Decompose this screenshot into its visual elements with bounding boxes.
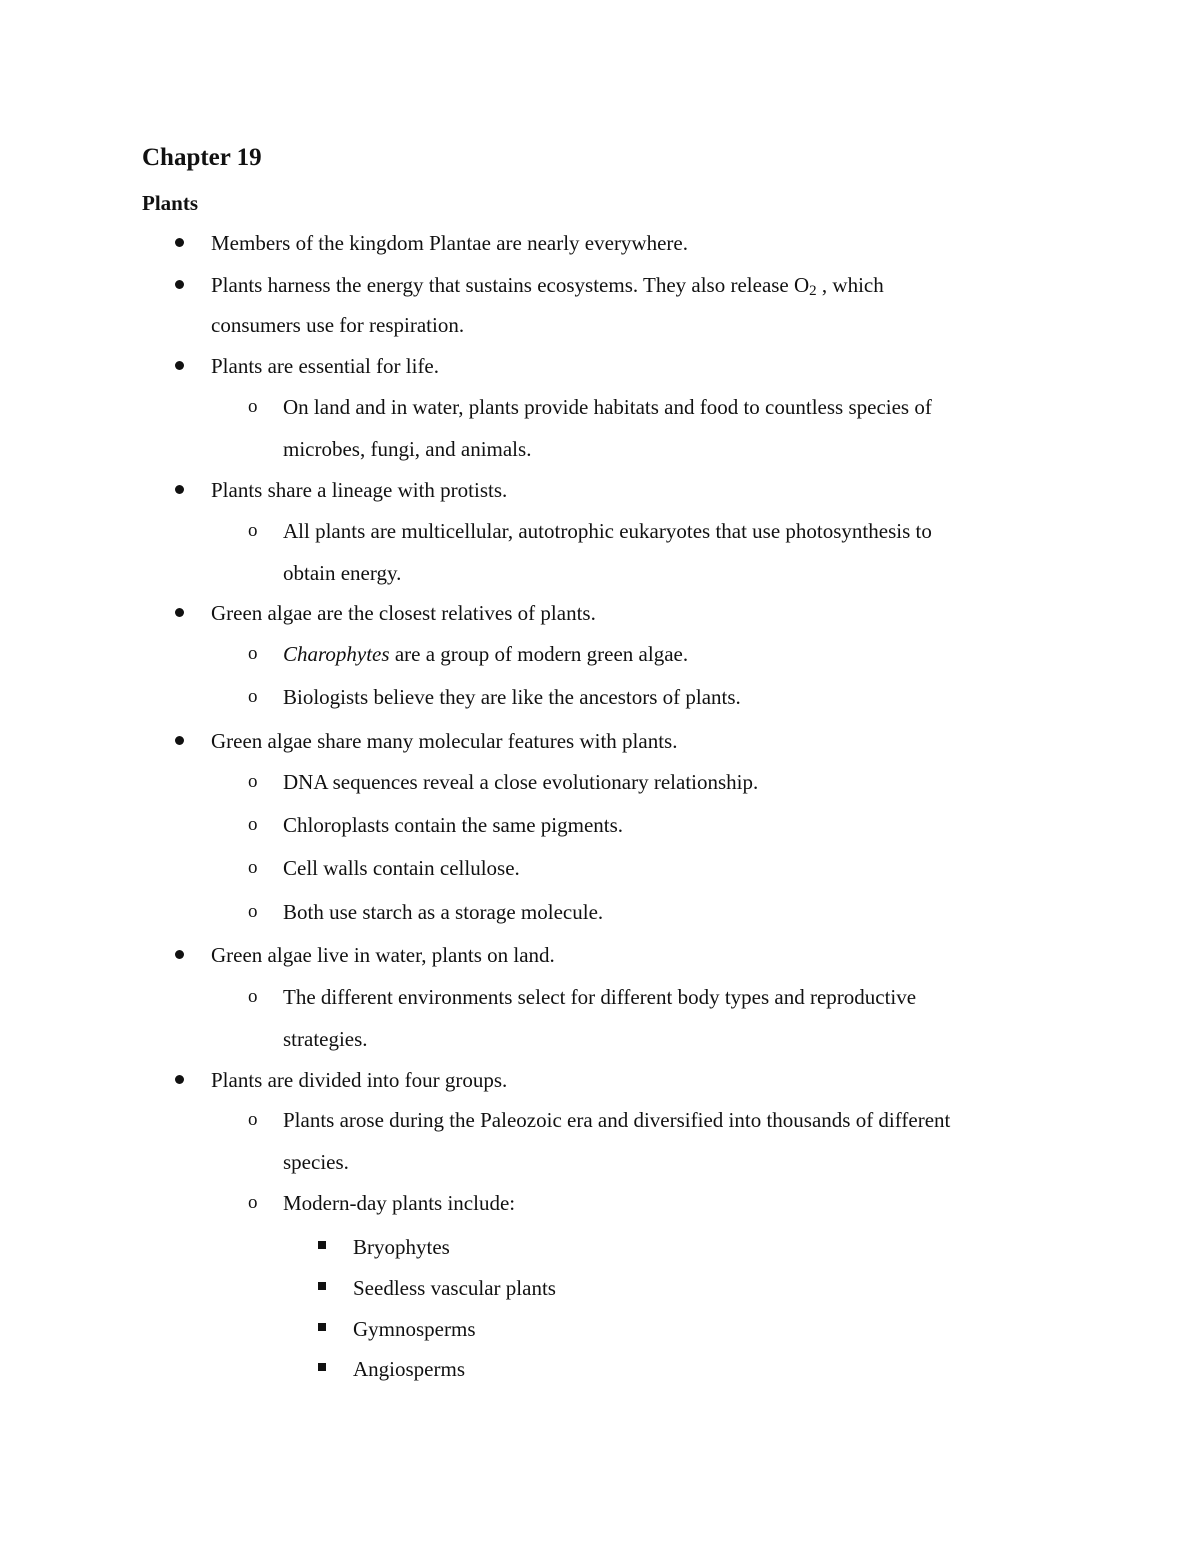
bullet-icon bbox=[175, 238, 184, 247]
circle-bullet-icon: o bbox=[248, 686, 258, 707]
list-item: Green algae are the closest relatives of plants. bbox=[211, 601, 596, 625]
list-item: Green algae live in water, plants on land. bbox=[211, 943, 555, 967]
sub-list-item-continuation: obtain energy. bbox=[283, 561, 402, 585]
sub-list-item: Plants arose during the Paleozoic era and diversified into thousands of different bbox=[283, 1108, 951, 1132]
circle-bullet-icon: o bbox=[248, 901, 258, 922]
bullet-icon bbox=[175, 361, 184, 370]
circle-bullet-icon: o bbox=[248, 814, 258, 835]
circle-bullet-icon: o bbox=[248, 771, 258, 792]
list-item bbox=[211, 270, 884, 306]
sub-sub-list-item: Bryophytes bbox=[353, 1235, 450, 1259]
bullet-icon bbox=[175, 950, 184, 959]
sub-list-item-continuation: strategies. bbox=[283, 1027, 368, 1051]
circle-bullet-icon: o bbox=[248, 986, 258, 1007]
sub-list-item: Modern-day plants include: bbox=[283, 1191, 516, 1215]
chapter-title: Chapter 19 bbox=[142, 144, 262, 171]
bullet-icon bbox=[175, 280, 184, 289]
sub-list-item-text: are a group of modern green algae. bbox=[389, 642, 689, 666]
list-item: Members of the kingdom Plantae are nearly everywhere. bbox=[211, 231, 688, 255]
bullet-icon bbox=[175, 1075, 184, 1084]
list-item: Plants are divided into four groups. bbox=[211, 1068, 508, 1092]
sub-list-item: Both use starch as a storage molecule. bbox=[283, 900, 604, 924]
circle-bullet-icon: o bbox=[248, 1192, 258, 1213]
sub-list-item: On land and in water, plants provide habitats and food to countless species of bbox=[283, 395, 932, 419]
sub-list-item: Cell walls contain cellulose. bbox=[283, 856, 520, 880]
subscript-text: 2 bbox=[809, 283, 817, 299]
circle-bullet-icon: o bbox=[248, 857, 258, 878]
square-bullet-icon bbox=[318, 1282, 326, 1290]
bullet-icon bbox=[175, 485, 184, 494]
sub-list-item-continuation: microbes, fungi, and animals. bbox=[283, 437, 532, 461]
sub-list-item: Chloroplasts contain the same pigments. bbox=[283, 813, 624, 837]
sub-list-item: DNA sequences reveal a close evolutionary relationship. bbox=[283, 770, 759, 794]
circle-bullet-icon: o bbox=[248, 643, 258, 664]
list-item: Green algae share many molecular features with plants. bbox=[211, 729, 678, 753]
square-bullet-icon bbox=[318, 1323, 326, 1331]
sub-list-item: All plants are multicellular, autotrophic eukaryotes that use photosynthesis to bbox=[283, 519, 932, 543]
list-item: Plants are essential for life. bbox=[211, 354, 440, 378]
square-bullet-icon bbox=[318, 1241, 326, 1249]
italic-term: Charophytes bbox=[283, 642, 390, 666]
sub-list-item bbox=[283, 639, 688, 669]
sub-sub-list-item: Gymnosperms bbox=[353, 1317, 476, 1341]
list-item-continuation: consumers use for respiration. bbox=[211, 313, 465, 337]
sub-sub-list-item: Angiosperms bbox=[353, 1357, 465, 1381]
bullet-icon bbox=[175, 736, 184, 745]
list-item-text: , which bbox=[816, 273, 884, 297]
bullet-icon bbox=[175, 608, 184, 617]
sub-list-item: The different environments select for different body types and reproductive bbox=[283, 985, 917, 1009]
section-title: Plants bbox=[142, 191, 199, 215]
list-item: Plants share a lineage with protists. bbox=[211, 478, 508, 502]
circle-bullet-icon: o bbox=[248, 520, 258, 541]
circle-bullet-icon: o bbox=[248, 1109, 258, 1130]
square-bullet-icon bbox=[318, 1363, 326, 1371]
circle-bullet-icon: o bbox=[248, 396, 258, 417]
sub-list-item-continuation: species. bbox=[283, 1150, 349, 1174]
sub-sub-list-item: Seedless vascular plants bbox=[353, 1276, 556, 1300]
sub-list-item: Biologists believe they are like the ancestors of plants. bbox=[283, 685, 741, 709]
list-item-text: Plants harness the energy that sustains ecosystems. They also release O bbox=[211, 273, 810, 297]
